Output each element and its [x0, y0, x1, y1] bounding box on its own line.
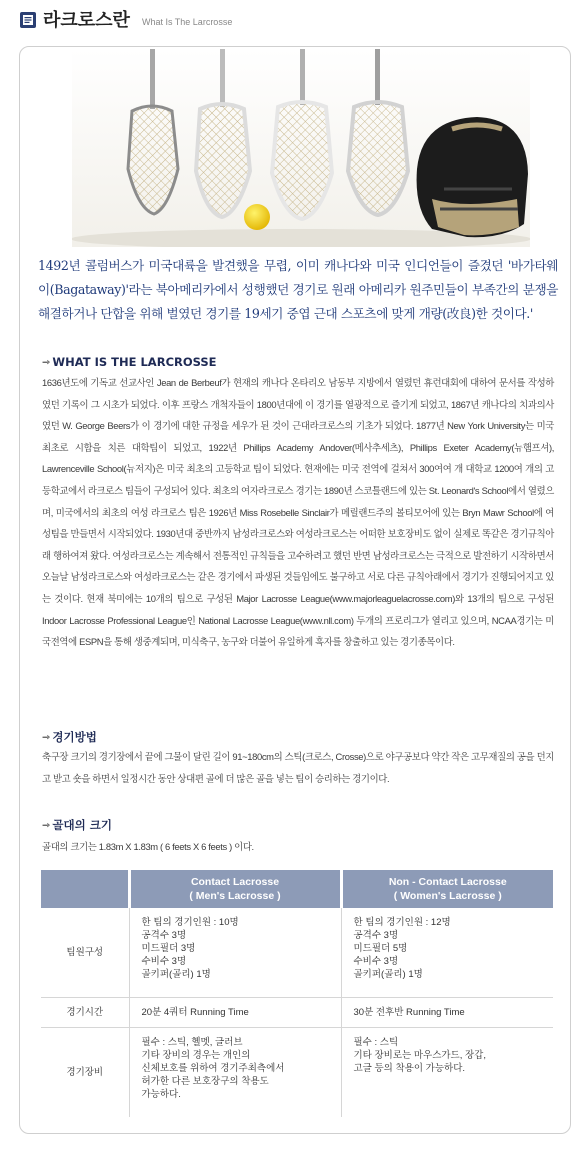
row-label-time: 경기시간 [41, 998, 129, 1028]
section-what-heading [42, 355, 217, 369]
intro-paragraph: 1492년 콜럼버스가 미국대륙을 발견했을 무렵, 이미 캐나다와 미국 인디언들이 즐겼던 '바가타웨이(Bagataway)'라는 북아메리카에서 성행했던 경기로 원래 아메리카 원주민들이 부족간의 분쟁을 해결하거나 단합을 위해 벌였던 경기를 19세기 중엽 근대 스포츠에 맞게 개량(改良)한 것이다.' [38, 258, 558, 321]
section-method-heading [42, 729, 97, 745]
cell-men-time: 20분 4쿼터 Running Time [129, 998, 341, 1028]
cell-women-time: 30분 전후반 Running Time [341, 998, 553, 1028]
table-header-blank [41, 870, 129, 908]
section-method-text: 축구장 크기의 경기장에서 끝에 그물이 달린 길이 91~180cm의 스틱(크로스, Crosse)으로 야구공보다 약간 작은 고무재질의 공을 던지고 받고 숏을 하면서 일정시간 동안 상대편 골에 더 많은 골을 넣는 팀이 승리하는 경기이다. [42, 751, 554, 784]
cell-men-equipment: 필수 : 스틱, 헬멧, 글러브 기타 장비의 경우는 개인의 신체보호를 위하여 경기주최측에서 허가한 다른 보호장구의 착용도 가능하다. [129, 1028, 341, 1118]
section-goal-title: 골대의 크기 [52, 818, 112, 832]
cell-women-equipment: 필수 : 스틱 기타 장비로는 마우스가드, 장갑, 고글 등의 착용이 가능하다. [353, 1037, 486, 1074]
row-label-equipment: 경기장비 [41, 1028, 129, 1118]
lacrosse-comparison-table [41, 870, 553, 1117]
table-row [41, 908, 553, 998]
page-header [19, 6, 569, 32]
cell-men-team: 한 팀의 경기인원 : 10명 공격수 3명 미드필더 3명 수비수 3명 골키퍼(골리) 1명 [129, 908, 341, 998]
document-icon [19, 11, 37, 29]
page-subtitle: What Is The Larcrosse [141, 17, 233, 27]
arrow-right-icon: --› [42, 356, 49, 368]
section-what-title: WHAT IS THE LARCROSSE [52, 355, 217, 369]
section-method-title: 경기방법 [52, 730, 97, 744]
table-header-women: Non - Contact Lacrosse ( Women's Lacrosse ) [341, 870, 553, 908]
table-row [41, 998, 553, 1028]
section-what-text: 1636년도에 기독교 선교사인 Jean de Berbeuf가 현재의 캐나다 온타리오 남동부 지방에서 열렸던 휴런대회에 대하여 문서를 작성하였던 기록이 그 시초가 되었다. 이후 프랑스 개척자들이 1800년대에 이 경기를 열광적으로 즐기게 되었고, 1867년 캐나다의 치과의사였던 W. George Beers가 이 경기에 대한 규정을 세우가 된 것이 근대라크로스의 기초가 되었다. 1877년 New York University는 미국 최초로 시합을 치른 대학팀이 되었고, 1922년 Phillips Academy Andover(메사추세츠), Phillips Exeter Academy(뉴햄프셔), Lawrenceville School(뉴저지)은 미국 최초의 고등학교 팀이 되었다. 현재에는 미국 전역에 걸쳐서 300여여 개 대학교 1200여 개의 고등학교에서 라크로스 팀들이 구성되어 있다. 최초의 여자라크로스 경기는 1890년 스코틀랜드에 있는 St. Leonard's School에서 열렸으며, 미국에서의 최초의 여성 라크로스 팀은 1926년 Miss Rosebelle Sinclair가 메릴랜드주의 볼티모어에 있는 Bryn Mawr School에 여성팀을 만들면서 시작되었다. 1930년대 중반까지 남성라크로스와 여성라크로스는 어떠한 보호장비도 없이 실제로 똑같은 경기규칙아래 행하여져 왔다. 여성라크로스는 계속해서 전통적인 규칙들을 고수하려고 했던 반면 남성라크로스는 극적으로 발전하기 시작하면서 오늘날 남성라크로스와 여성라크로스는 같은 경기에서 파생된 것들임에도 불구하고 서로 다른 규칙아래에서 경기가 진행되어지고 있는 것이다. 현재 북미에는 10개의 팀으로 구성된 Major Lacrosse League(www.majorleaguelacrosse.com)와 13개의 팀으로 구성된 Indoor Lacrosse Professional League인 National Lacrosse League(www.nll.com) 두개의 프로리그가 열리고 있으며, NCAA경기는 미국전역에 ESPN을 통해 생중계되며, 미식축구, 농구와 더불어 유일하게 흑자를 창출하고 있는 경기종목이다. [42, 377, 554, 648]
table-header-row [41, 870, 553, 908]
arrow-right-icon: --› [42, 731, 49, 743]
content-card [19, 46, 571, 1134]
table-row [41, 1028, 553, 1118]
lacrosse-equipment-photo [72, 49, 530, 247]
row-label-team: 팀원구성 [41, 908, 129, 998]
section-goal-heading [42, 817, 112, 833]
arrow-right-icon: --› [42, 819, 49, 831]
cell-women-team: 한 팀의 경기인원 : 12명 공격수 3명 미드필더 5명 수비수 3명 골키퍼(골리) 1명 [341, 908, 553, 998]
page-title: 라크로스란 [43, 10, 130, 31]
table-header-men: Contact Lacrosse ( Men's Lacrosse ) [129, 870, 341, 908]
section-goal-text: 골대의 크기는 1.83m X 1.83m ( 6 feets X 6 feets ) 이다. [42, 841, 254, 852]
